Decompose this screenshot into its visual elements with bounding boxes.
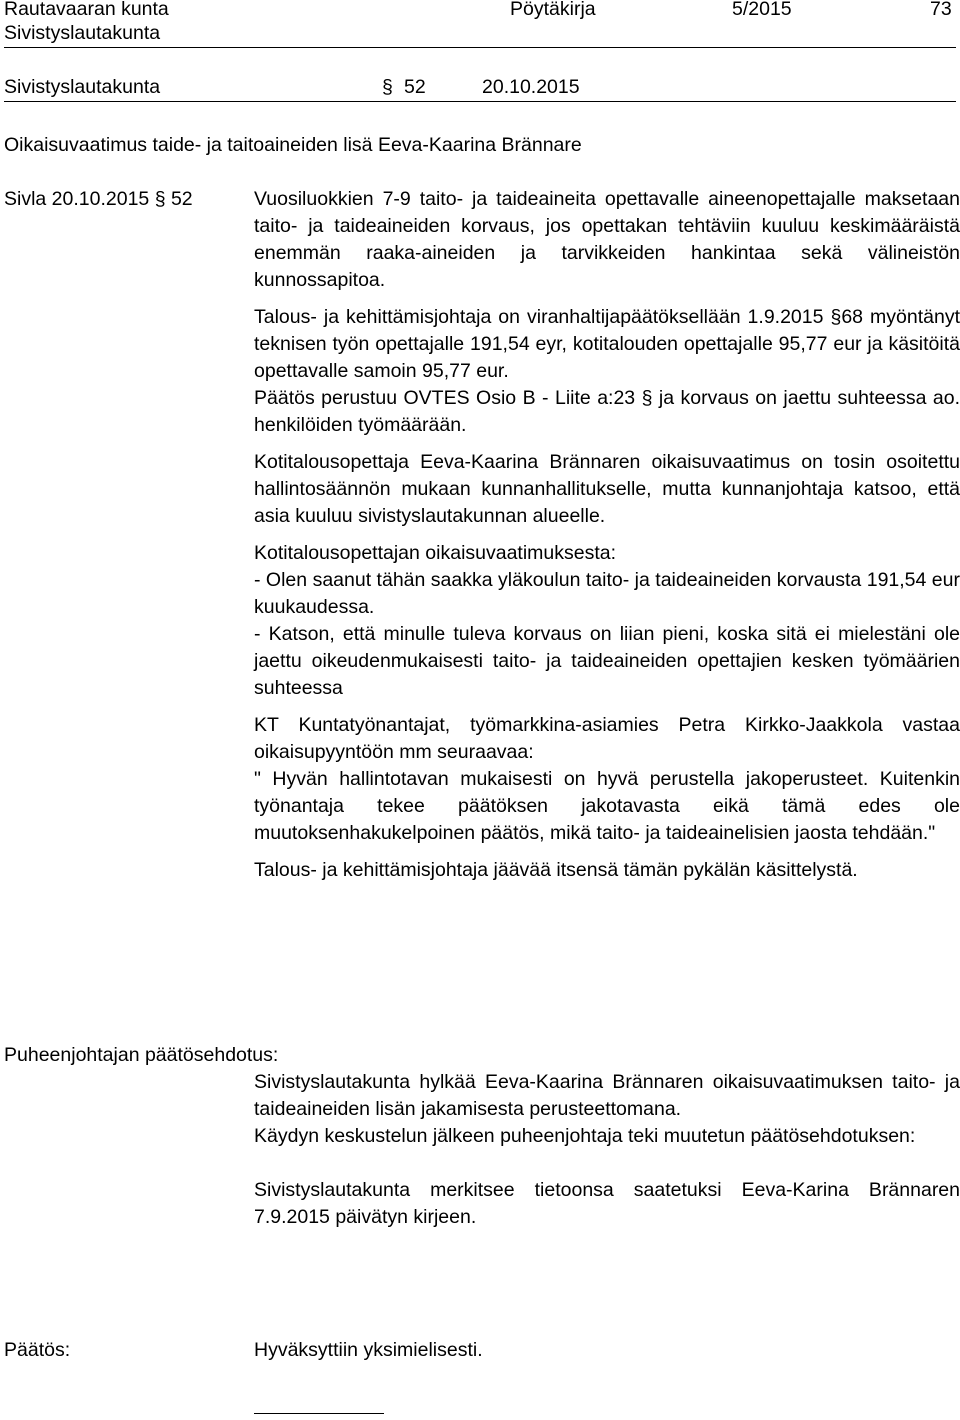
- paragraph-previous-decision: [254, 304, 960, 385]
- section-sign-icon: §: [641, 387, 653, 409]
- employer-quote: " Hyvän hallintotavan mukaisesti on hyvä perustella jakoperusteet. Kuitenkin työnantaja tekee päätöksen jakotavasta eikä tämä edes ole muutoksenhakukelpoinen päätös, mikä taito- ja taideainelisien jaosta tehdään.": [254, 768, 960, 844]
- appeal-heading: Kotitalousopettajan oikaisuvaatimuksesta:: [254, 542, 617, 564]
- page-number: 73: [930, 0, 952, 20]
- decision-amounts: 68 myöntänyt teknisen työn opettajalle 191,54 eyr, kotitalouden opettajalle 95,77 eur ja käsitöitä opettavalle samoin 95,77 eur.: [254, 306, 960, 382]
- section-sign-icon: §: [830, 306, 842, 328]
- decision-lead: Talous- ja kehittämisjohtaja on viranhaltijapäätöksellään 1.9.2015: [254, 306, 831, 328]
- header-committee: Sivistyslautakunta: [4, 22, 161, 44]
- section-divider: [4, 101, 956, 102]
- paragraph-disqualification: Talous- ja kehittämisjohtaja jäävää itsensä tämän pykälän käsittelystä.: [254, 859, 858, 881]
- proposal-label: Puheenjohtajan päätösehdotus:: [4, 1044, 279, 1066]
- basis-lead: Päätös perustuu OVTES Osio B - Liite a:23: [254, 387, 642, 409]
- section-reference: Sivla 20.10.2015 § 52: [4, 188, 193, 210]
- section-number: 52: [404, 76, 426, 98]
- decision-label: Päätös:: [4, 1339, 71, 1361]
- paragraph-employer-reply: KT Kuntatyönantajat, työmarkkina-asiamies Petra Kirkko-Jaakkola vastaa oikaisupyyntöön mm seuraavaa:: [254, 714, 960, 763]
- paragraph-allowance-rule: Vuosiluokkien 7-9 taito- ja taideaineita opettavalle aineenopettajalle maksetaan taito- ja taideaineiden korvaus, jos opettakan tehtäviin kuuluu keskimääräistä enemmän raaka-aineiden ja tarvikkeiden hankintaa sekä välineistön kunnossapitoa.: [254, 188, 960, 291]
- document-body: [254, 186, 960, 884]
- header-divider: [4, 47, 956, 48]
- org-name: Rautavaaran kunta: [4, 0, 169, 20]
- section-date: 20.10.2015: [482, 76, 580, 98]
- proposal-amended-text: Sivistyslautakunta merkitsee tietoonsa saatetuksi Eeva-Karina Brännaren 7.9.2015 päivätyn kirjeen.: [254, 1179, 960, 1228]
- section-sign-icon: §: [382, 76, 393, 98]
- paragraph-basis: [254, 385, 960, 439]
- section-committee: Sivistyslautakunta: [4, 76, 161, 98]
- proposal-text: Sivistyslautakunta hylkää Eeva-Kaarina Brännaren oikaisuvaatimuksen taito- ja taideaineiden lisän jakamisesta perusteettomana.: [254, 1071, 960, 1120]
- appeal-point-2: - Katson, että minulle tuleva korvaus on liian pieni, koska sitä ei mielestäni ole jaettu oikeudenmukaisesti taito- ja taideaineiden opettajien kesken työmäärien suhteessa: [254, 623, 960, 699]
- signature-line: [254, 1413, 384, 1414]
- basis-rest: ja korvaus on jaettu suhteessa ao. henkilöiden työmäärään.: [254, 387, 960, 436]
- paragraph-appeal-addressee: Kotitalousopettaja Eeva-Kaarina Brännaren oikaisuvaatimus on tosin osoitettu hallintosäännön mukaan kunnanhallitukselle, mutta kunnanjohtaja katsoo, että asia kuuluu sivistyslautakunnan alueelle.: [254, 451, 960, 527]
- appeal-point-1: - Olen saanut tähän saakka yläkoulun taito- ja taideaineiden korvausta 191,54 eur kuukaudessa.: [254, 569, 960, 618]
- proposal-amended-intro: Käydyn keskustelun jälkeen puheenjohtaja teki muutetun päätösehdotuksen:: [254, 1125, 916, 1147]
- proposal-body: [254, 1069, 960, 1231]
- doc-type: Pöytäkirja: [510, 0, 596, 20]
- decision-text: Hyväksyttiin yksimielisesti.: [254, 1339, 483, 1361]
- doc-number: 5/2015: [732, 0, 792, 20]
- section-title: Oikaisuvaatimus taide- ja taitoaineiden lisä Eeva-Kaarina Brännare: [4, 134, 582, 156]
